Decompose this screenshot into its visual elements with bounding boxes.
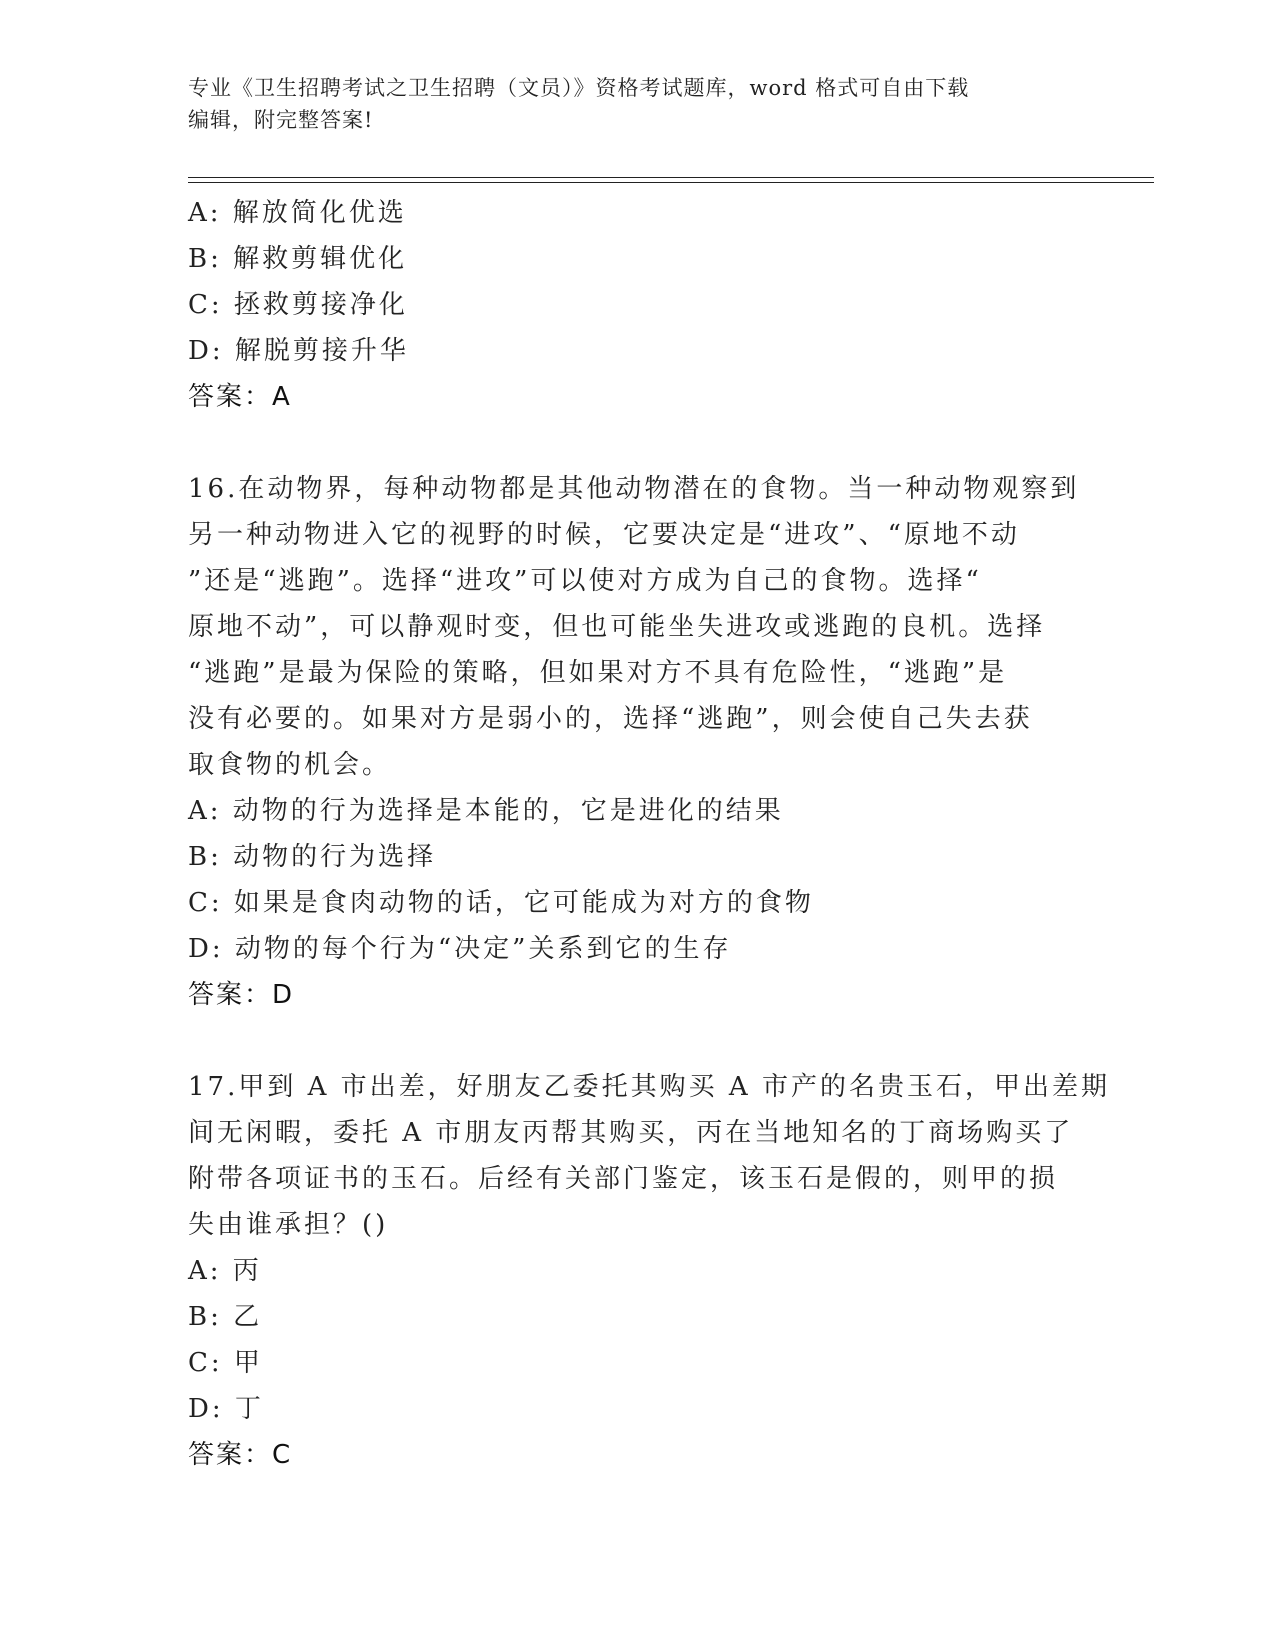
q15-option-b: B: 解救剪辑优化 [188, 244, 408, 274]
question-16-block [188, 466, 1088, 1018]
q17-option-d: D: 丁 [188, 1394, 264, 1424]
q17-stem-line: 附带各项证书的玉石。后经有关部门鉴定，该玉石是假的，则甲的损 [188, 1164, 1059, 1194]
q16-option-a: A: 动物的行为选择是本能的，它是进化的结果 [188, 796, 784, 826]
q17-stem-line: 间无闲暇，委托 A 市朋友丙帮其购买，丙在当地知名的丁商场购买了 [188, 1118, 1074, 1148]
q16-stem-line: 16.在动物界，每种动物都是其他动物潜在的食物。当一种动物观察到 [188, 474, 1080, 504]
q16-stem-line: 原地不动”，可以静观时变，但也可能坐失进攻或逃跑的良机。选择 [188, 612, 1046, 642]
q16-answer: 答案：D [188, 980, 295, 1010]
question-15-block [188, 190, 1088, 420]
q17-option-b: B: 乙 [188, 1302, 263, 1332]
q15-option-a: A: 解放简化优选 [188, 198, 407, 228]
q17-option-a: A: 丙 [188, 1256, 262, 1286]
header-line-1: 专业《卫生招聘考试之卫生招聘（文员）》资格考试题库，word 格式可自由下载 [188, 76, 970, 100]
q16-option-d: D: 动物的每个行为“决定”关系到它的生存 [188, 934, 732, 964]
header-line-2: 编辑，附完整答案! [188, 108, 374, 132]
q17-stem-line: 17.甲到 A 市出差，好朋友乙委托其购买 A 市产的名贵玉石，甲出差期 [188, 1072, 1110, 1102]
header-divider-bottom [188, 182, 1154, 183]
q15-option-c: C: 拯救剪接净化 [188, 290, 408, 320]
q17-stem [188, 1064, 1110, 1248]
q15-answer: 答案：A [188, 382, 292, 412]
q17-option-c: C: 甲 [188, 1348, 263, 1378]
q16-stem-line: “逃跑”是最为保险的策略，但如果对方不具有危险性，“逃跑”是 [188, 658, 1008, 688]
document-body [188, 190, 1110, 1478]
q17-stem-line: 失由谁承担？() [188, 1210, 389, 1240]
q16-stem-line: 没有必要的。如果对方是弱小的，选择“逃跑”，则会使自己失去获 [188, 704, 1033, 734]
q16-stem-line: 另一种动物进入它的视野的时候，它要决定是“进攻”、“原地不动 [188, 520, 1020, 550]
question-17-block [188, 1064, 1110, 1478]
q16-option-b: B: 动物的行为选择 [188, 842, 437, 872]
q16-stem-line: ”还是“逃跑”。选择“进攻”可以使对方成为自己的食物。选择“ [188, 566, 982, 596]
q16-option-c: C: 如果是食肉动物的话，它可能成为对方的食物 [188, 888, 814, 918]
q15-option-d: D: 解脱剪接升华 [188, 336, 409, 366]
q16-stem-line: 取食物的机会。 [188, 750, 392, 780]
document-header [188, 72, 1088, 136]
header-divider-top [188, 177, 1154, 178]
q17-answer: 答案：C [188, 1440, 293, 1470]
q16-stem [188, 466, 1088, 788]
